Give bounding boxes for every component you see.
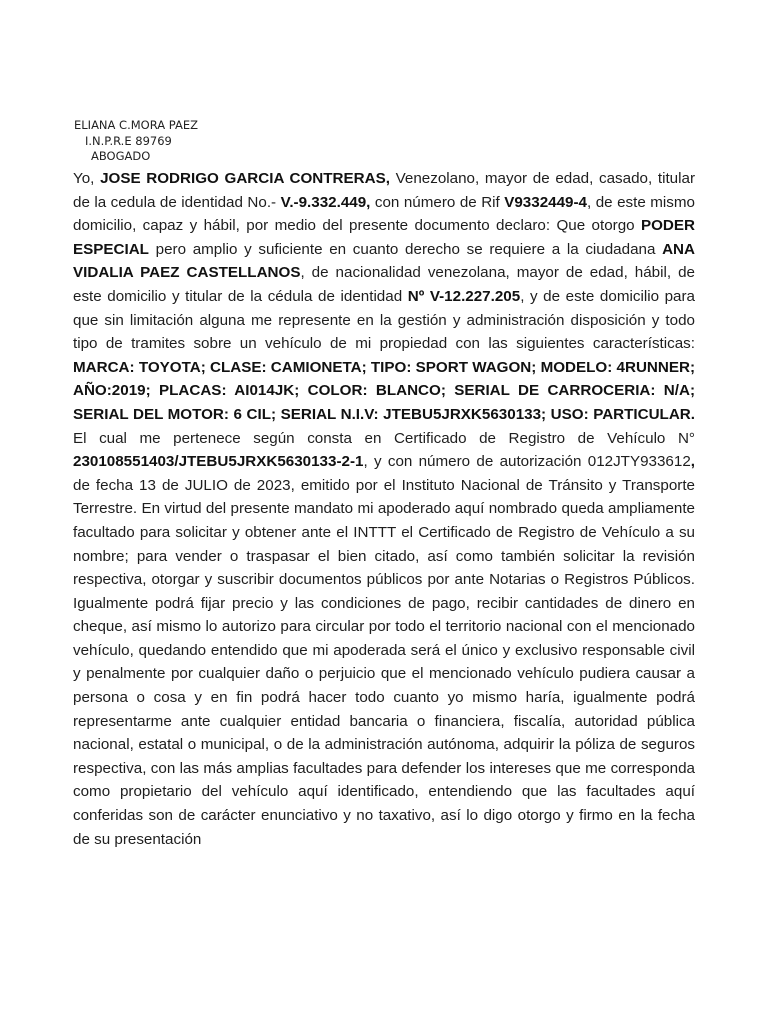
lawyer-name: ELIANA C.MORA PAEZ [74, 118, 198, 132]
text-span: con número de Rif [370, 193, 505, 211]
text-span: , de este mismo domicilio, capaz y hábil, por medio del presente documento declaro: Que otorgo [73, 193, 695, 235]
text-span: , [690, 453, 695, 471]
text-span: , de nacionalidad venezolana, mayor de edad, hábil, de este domicilio y titular de la cédula de identidad [73, 264, 695, 305]
text-span: pero amplio y suficiente en cuanto derecho se requiere a la ciudadana [148, 240, 663, 258]
text-span: , y de este domicilio para que sin limitación alguna me represente en la gestión y administración disposición y todo tipo de tramites sobre un vehículo de mi propiedad con las siguientes características: [73, 287, 695, 353]
text-span: de fecha 13 de JULIO de 2023, emitido por el Instituto Nacional de Tránsito y Transporte Terrestre. En virtud del presente mandato mi apoderado aquí nombrado queda ampliamente facultado para solicitar y obtener ante el INTTT el Certificado de Registro de Vehículo a su nombre; para vender o traspasar el bien citado, así como también solicitar la revisión respectiva, otorgar y suscribir documentos públicos por ante Notarias o Registros Públicos. Igualmente podrá fijar precio y las condiciones de pago, recibir cantidades de dinero en cheque, así mismo lo autorizo para circular por todo el territorio nacional con el mencionado vehículo, quedando entendido que mi apoderada será el único y exclusivo responsable civil y penalmente por cualquier daño o perjuicio que el mencionado vehículo pudiera causar a persona o cosa y en fin podrá hacer todo cuanto yo mismo haría, igualmente podrá representarme ante cualquier entidad bancaria o financiera, fiscalía, autoridad pública nacional, estatal o municipal, o de la administración autónoma, adquirir la póliza de seguros respectiva, con las más amplias facultades para defender los intereses que me corresponda como propietario del vehículo aquí identificado, entendiendo que las facultades aquí conferidas son de carácter enunciativo y no taxativo, así lo digo otorgo y firmo en la fecha de su presentación [73, 476, 695, 848]
attorney-id: Nº V-12.227.205 [407, 287, 521, 305]
lawyer-registration: I.N.P.R.E 89769 [85, 133, 172, 148]
registration-number: 230108551403/JTEBU5JRXK5630133-2-1 [73, 453, 364, 471]
authorization-number: , y con número de autorización 012JTY933612 [363, 453, 691, 471]
power-of-attorney-body [73, 167, 695, 851]
text-span: Yo, [73, 170, 101, 187]
document-type: PODER ESPECIAL [73, 217, 695, 258]
attorney-name: ANA VIDALIA PAEZ CASTELLANOS [73, 240, 695, 282]
text-span: El cual me pertenece según consta en Certificado de Registro de Vehículo N° [73, 429, 695, 447]
lawyer-title: ABOGADO [91, 149, 151, 163]
grantor-name: JOSE RODRIGO GARCIA CONTRERAS, [100, 170, 390, 187]
lawyer-header [74, 118, 198, 165]
vehicle-details: MARCA: TOYOTA; CLASE: CAMIONETA; TIPO: SPORT WAGON; MODELO: 4RUNNER; AÑO:2019; PLACAS: AI014JK; COLOR: BLANCO; SERIAL DE CARROCERIA: N/A; SERIAL DEL MOTOR: 6 CIL; SERIAL N.I.V: JTEBU5JRXK5630133; USO: PARTICULAR. [73, 358, 695, 423]
grantor-id: V.-9.332.449, [280, 193, 371, 211]
text-span: Venezolano, mayor de edad, casado, titular de la cedula de identidad No.- [73, 170, 695, 211]
grantor-rif: V9332449-4 [504, 193, 587, 211]
